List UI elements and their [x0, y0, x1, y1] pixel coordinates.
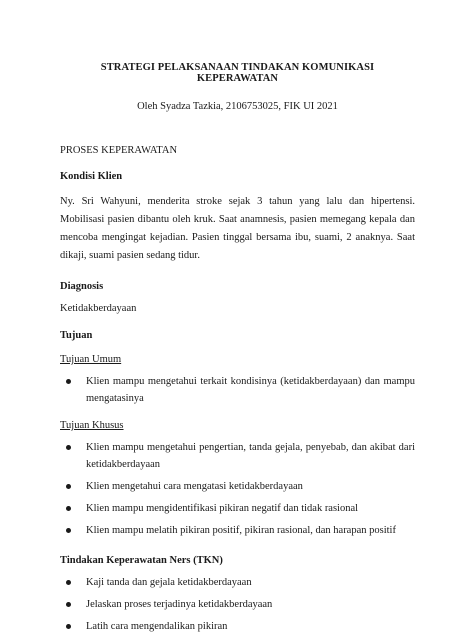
list-item: [60, 574, 415, 591]
tujuan-umum-list: [60, 373, 415, 407]
bullet-icon: [66, 506, 71, 511]
section-heading-proses-keperawatan: PROSES KEPERAWATAN: [60, 145, 178, 156]
bullet-icon: [66, 445, 71, 450]
bullet-icon: [66, 624, 71, 629]
bullet-icon: [66, 484, 71, 489]
document-title: STRATEGI PELAKSANAAN TINDAKAN KOMUNIKASI KEPERAWATAN: [100, 62, 375, 84]
list-item-text: Klien mampu mengetahui terkait kondisinya (ketidakberdayaan) dan mampu mengatasinya: [86, 376, 415, 404]
bullet-icon: [66, 528, 71, 533]
bullet-icon: [66, 580, 71, 585]
list-item: [60, 373, 415, 407]
list-item-text: Klien mampu mengidentifikasi pikiran negatif dan tidak rasional: [86, 503, 359, 514]
list-item: [60, 500, 415, 517]
list-item: [60, 478, 415, 495]
heading-diagnosis: Diagnosis: [60, 281, 104, 292]
heading-tkn: Tindakan Keperawatan Ners (TKN): [60, 555, 223, 566]
document-author: Oleh Syadza Tazkia, 2106753025, FIK UI 2021: [137, 101, 338, 112]
heading-kondisi-klien: Kondisi Klien: [60, 171, 123, 182]
heading-tujuan-khusus: Tujuan Khusus: [60, 420, 124, 431]
kondisi-klien-text: Ny. Sri Wahyuni, menderita stroke sejak 3 tahun yang lalu dan hipertensi. Mobilisasi pasien dibantu oleh kruk. Saat anamnesis, pasien memegang kepala dan mencoba mengingat kejadian. Pasien tinggal bersama ibu, suami, 2 anaknya. Saat dikaji, suami pasien sedang tidur.: [60, 196, 415, 261]
list-item: [60, 439, 415, 473]
list-item: [60, 618, 415, 635]
list-item: [60, 596, 415, 613]
heading-tujuan-umum: Tujuan Umum: [60, 354, 122, 365]
list-item-text: Klien mampu mengetahui pengertian, tanda gejala, penyebab, dan akibat dari ketidakberdayaan: [86, 442, 415, 470]
bullet-icon: [66, 379, 71, 384]
bullet-icon: [66, 602, 71, 607]
diagnosis-text: Ketidakberdayaan: [60, 303, 137, 314]
list-item-text: Klien mengetahui cara mengatasi ketidakberdayaan: [86, 481, 303, 492]
list-item-text: Jelaskan proses terjadinya ketidakberdayaan: [86, 599, 273, 610]
tujuan-khusus-list: [60, 439, 415, 539]
list-item-text: Kaji tanda dan gejala ketidakberdayaan: [86, 577, 252, 588]
tkn-list: [60, 574, 415, 635]
heading-tujuan: Tujuan: [60, 330, 93, 341]
list-item: [60, 522, 415, 539]
list-item-text: Latih cara mengendalikan pikiran: [86, 621, 228, 632]
list-item-text: Klien mampu melatih pikiran positif, pikiran rasional, dan harapan positif: [86, 525, 396, 536]
